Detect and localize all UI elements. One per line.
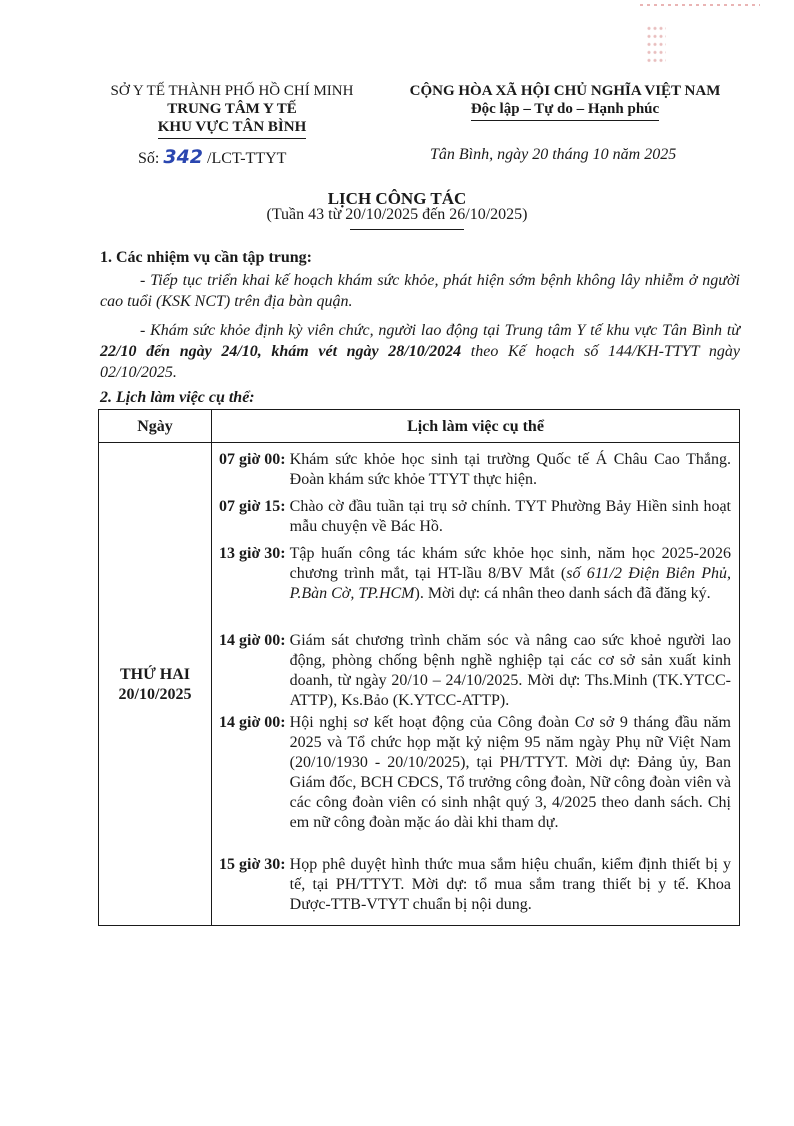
schedule-entry xyxy=(219,855,731,915)
issuing-agency xyxy=(92,82,372,139)
entry-time: 14 giờ 00: xyxy=(219,632,286,649)
schedule-table xyxy=(98,409,740,926)
agency-name-line2: KHU VỰC TÂN BÌNH xyxy=(158,118,307,139)
schedule-entry xyxy=(219,450,731,490)
entry-time: 07 giờ 15: xyxy=(219,498,286,515)
document-number: Số: 342 /LCT-TTYT xyxy=(138,146,287,168)
schedule-entry xyxy=(219,497,731,537)
day-cell xyxy=(99,665,211,705)
handwritten-number: 342 xyxy=(163,146,204,168)
country-name: CỘNG HÒA XÃ HỘI CHỦ NGHĨA VIỆT NAM xyxy=(409,83,721,99)
exam-dates: 22/10 đến ngày 24/10, khám vét ngày 28/10/2024 xyxy=(100,343,462,360)
motto: Độc lập – Tự do – Hạnh phúc xyxy=(471,100,659,121)
national-motto xyxy=(384,82,746,121)
day-date: 20/10/2025 xyxy=(118,686,192,703)
title-divider xyxy=(350,229,464,230)
schedule-entry xyxy=(219,713,731,833)
venue-address: số 611/2 Điện Biên Phủ, P.Bàn Cờ, TP.HCM xyxy=(289,565,731,602)
task-item: - Khám sức khỏe định kỳ viên chức, người lao động tại Trung tâm Y tế khu vực Tân Bình từ 22/10 đến ngày 24/10, khám vét ngày 28/10/2024 theo Kế hoạch số 144/KH-TTYT ngày 02/10/2025. xyxy=(100,322,740,381)
entry-time: 15 giờ 30: xyxy=(219,856,286,873)
entry-time: 14 giờ 00: xyxy=(219,714,286,731)
entry-text: Hội nghị sơ kết hoạt động của Công đoàn Cơ sở 9 tháng đầu năm 2025 và Tổ chức họp mặt kỷ niệm 95 năm ngày Phụ nữ Việt Nam (20/10/1930 - 20/10/2025), tại PH/TTYT. Mời dự: Đảng ủy, Ban Giám đốc, BCH CĐCS, Tổ trưởng công đoàn, Nữ công đoàn viên và các công đoàn viên có sinh nhật quý 3, 4/2025 theo danh sách. Chị em nữ công đoàn mặc áo dài khi tham dự. xyxy=(289,714,731,831)
column-header-detail: Lịch làm việc cụ thể xyxy=(407,418,544,435)
document-subtitle: (Tuần 43 từ 20/10/2025 đến 26/10/2025) xyxy=(266,206,528,223)
entry-text: Chào cờ đầu tuần tại trụ sở chính. TYT Phường Bảy Hiền sinh hoạt mẫu chuyện về Bác Hồ. xyxy=(289,498,731,535)
section-1-heading: 1. Các nhiệm vụ cần tập trung: xyxy=(100,249,313,266)
entry-time: 13 giờ 30: xyxy=(219,545,286,562)
column-header-day: Ngày xyxy=(137,418,173,435)
schedule-entry xyxy=(219,631,731,711)
scan-artifact xyxy=(640,4,760,6)
stamp-trace xyxy=(646,26,666,66)
agency-name: TRUNG TÂM Y TẾ xyxy=(167,101,297,117)
schedule-entry xyxy=(219,544,731,604)
column-divider xyxy=(211,410,212,925)
agency-parent: SỞ Y TẾ THÀNH PHỐ HỒ CHÍ MINH xyxy=(110,83,354,99)
document-title: LỊCH CÔNG TÁC xyxy=(327,189,467,208)
place-date: Tân Bình, ngày 20 tháng 10 năm 2025 xyxy=(430,146,677,163)
entry-text: Khám sức khỏe học sinh tại trường Quốc tế Á Châu Cao Thắng. Đoàn khám sức khỏe TTYT thực hiện. xyxy=(289,451,731,488)
day-name: THỨ HAI xyxy=(119,666,191,683)
entry-text: Tập huấn công tác khám sức khỏe học sinh, năm học 2025-2026 chương trình mắt, tại HT-lầu 8/BV Mắt (số 611/2 Điện Biên Phủ, P.Bàn Cờ, TP.HCM). Mời dự: cá nhân theo danh sách đã đăng ký. xyxy=(289,545,731,602)
entry-time: 07 giờ 00: xyxy=(219,451,286,468)
task-item: - Tiếp tục triển khai kế hoạch khám sức khỏe, phát hiện sớm bệnh không lây nhiễm ở người cao tuổi (KSK NCT) trên địa bàn quận. xyxy=(100,272,740,310)
entry-text: Giám sát chương trình chăm sóc và nâng cao sức khoẻ người lao động, phòng chống bệnh nghề nghiệp tại các cơ sở sản xuất kinh doanh, từ ngày 20/10 – 24/10/2025. Mời dự: Ths.Minh (TK.YTCC-ATTP), Ks.Bảo (K.YTCC-ATTP). xyxy=(289,632,731,709)
entry-text: Họp phê duyệt hình thức mua sắm hiệu chuẩn, kiểm định thiết bị y tế, tại PH/TTYT. Mời dự: tổ mua sắm trang thiết bị y tế. Khoa Dược-TTB-VTYT chuẩn bị nội dung. xyxy=(289,856,731,913)
section-2-heading: 2. Lịch làm việc cụ thể: xyxy=(100,389,255,406)
